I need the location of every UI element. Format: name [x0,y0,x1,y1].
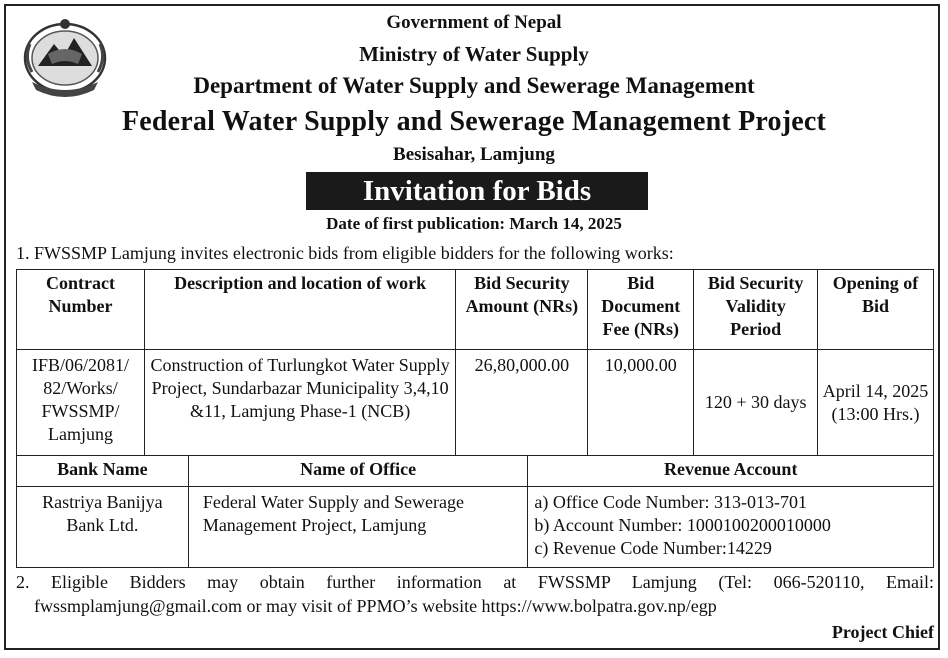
header-bid-security-amount: Bid Security Amount (NRs) [456,270,588,350]
cell-office-name: Federal Water Supply and Sewerage Management Project, Lamjung [188,487,528,568]
header-government: Government of Nepal [386,12,562,33]
cell-bid-security-amount: 26,80,000.00 [456,350,588,456]
header-bank-name: Bank Name [17,456,189,487]
revenue-code-number: c) Revenue Code Number:14229 [534,538,772,558]
header-opening-of-bid: Opening of Bid [818,270,934,350]
header-office-name: Name of Office [188,456,528,487]
cell-bid-document-fee: 10,000.00 [588,350,694,456]
intro-paragraph: 1. FWSSMP Lamjung invites electronic bids from eligible bidders for the following works: [16,243,674,263]
header-department: Department of Water Supply and Sewerage Management [193,73,755,98]
table-row [17,487,934,568]
bank-table [16,455,934,568]
bank-table-header-row [17,456,934,487]
cell-opening [818,350,934,456]
cell-bank-name: Rastriya Banijya Bank Ltd. [17,487,189,568]
header-location: Besisahar, Lamjung [393,144,555,165]
cell-validity-period: 120 + 30 days [694,350,818,456]
invitation-banner: Invitation for Bids [306,172,648,210]
contract-table-header-row [17,270,934,350]
header-project: Federal Water Supply and Sewerage Management Project [121,106,827,137]
contract-table [16,269,934,456]
note-line-2: fwssmplamjung@gmail.com or may visit of PPMO’s website https://www.bolpatra.gov.np/egp [34,596,717,616]
revenue-account-number: b) Account Number: 1000100200010000 [534,515,831,535]
header-validity-period: Bid Security Validity Period [694,270,818,350]
cell-opening-time: (13:00 Hrs.) [831,403,920,424]
cell-description: Construction of Turlungkot Water Supply Project, Sundarbazar Municipality 3,4,10 &11, Lamjung Phase-1 (NCB) [144,350,455,456]
header-ministry: Ministry of Water Supply [359,42,589,66]
note-line-1: 2. Eligible Bidders may obtain further information at FWSSMP Lamjung (Tel: 066-520110, Email: [16,572,934,592]
revenue-office-code: a) Office Code Number: 313-013-701 [534,492,807,512]
header-revenue-account: Revenue Account [528,456,934,487]
header-contract-number: Contract Number [17,270,145,350]
cell-opening-date: April 14, 2025 [822,380,929,401]
header-bid-document-fee: Bid Document Fee (NRs) [588,270,694,350]
cell-contract-number: IFB/06/2081/ 82/Works/ FWSSMP/ Lamjung [17,350,145,456]
table-row [17,350,934,456]
note-paragraph [16,570,934,618]
signature-title: Project Chief [831,622,934,642]
publication-date: Date of first publication: March 14, 2025 [326,214,622,233]
cell-revenue-account [528,487,934,568]
header-description: Description and location of work [144,270,455,350]
